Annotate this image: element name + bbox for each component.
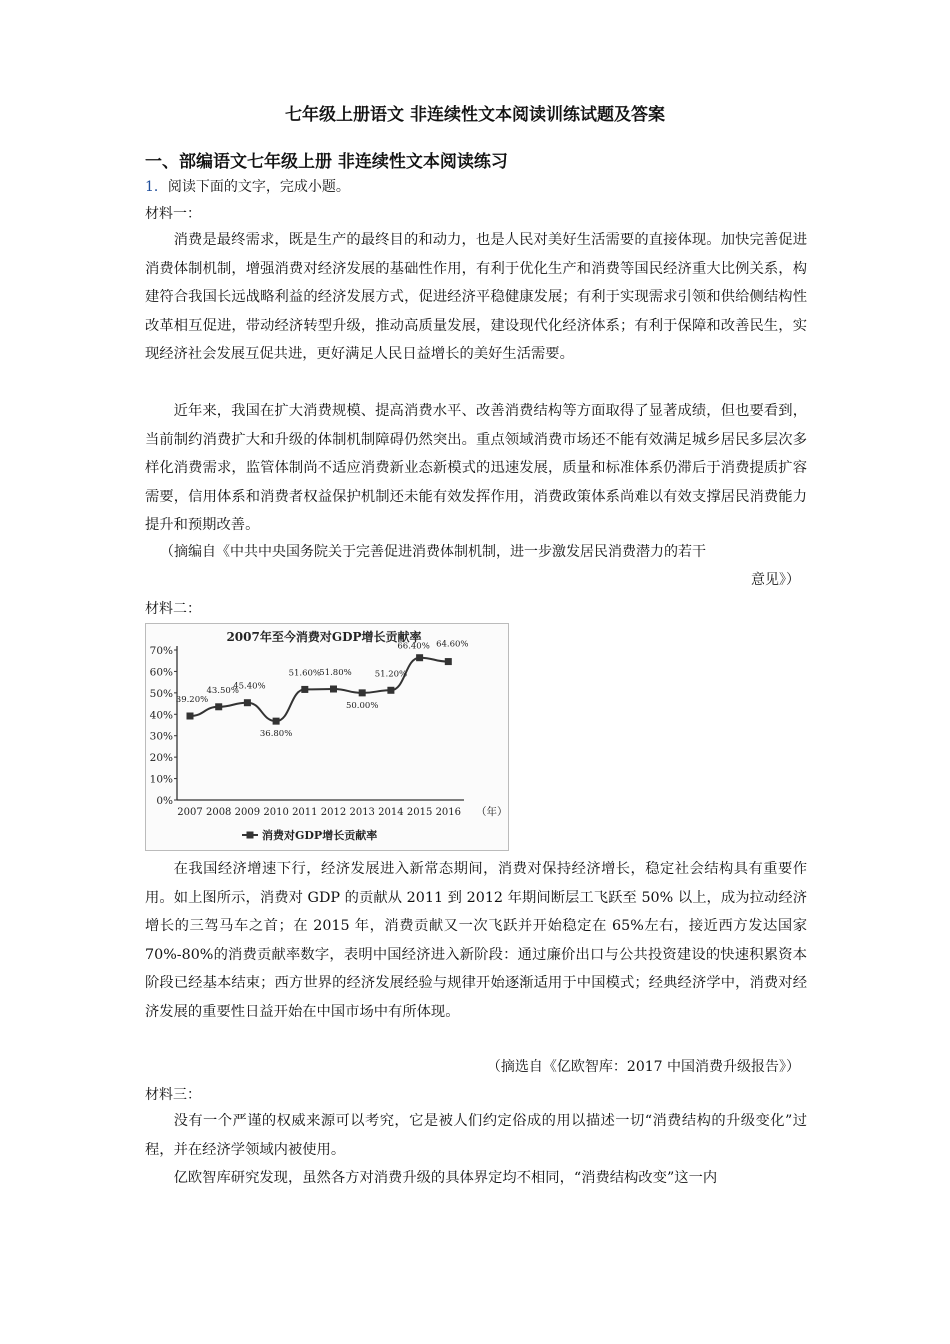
x-tick-label: 2015 [406,807,433,818]
x-tick-label: 2011 [292,807,318,818]
x-tick-label: 2008 [205,807,232,818]
question-number: 1． [145,179,168,195]
data-label: 64.60% [436,639,469,650]
legend-label: 消费对GDP增长贡献率 [262,829,378,842]
y-tick-label: 70% [149,645,173,657]
y-tick-label: 50% [149,687,173,700]
data-label: 39.20% [175,695,209,705]
y-tick-label: 60% [149,666,173,679]
y-tick-label: 20% [149,752,173,765]
y-tick-label: 10% [149,773,173,786]
material3-label: 材料三： [145,1087,201,1103]
y-tick-label: 0% [156,795,173,807]
data-point [387,687,394,694]
data-point [301,686,308,693]
x-tick-label: 2012 [320,807,347,818]
chart-title: 2007年至今消费对GDP增长贡献率 [226,630,422,644]
material2-paragraph-1: 在我国经济增速下行，经济发展进入新常态期间，消费对保持经济增长，稳定社会结构具有重要作用。如上图所示，消费对 GDP 的贡献从 2011 到 2012 年期间断层工飞跃至 50% 以上，成为拉动经济增长的三驾马车之首；在 2015 年，消费贡献又一次飞跃并开始稳定在 65%左右，接近西方发达国家 70%-80%的消费贡献率数字，表明中国经济进入新阶段：通过廉价出口与公共投资建设的快速积累资本阶段已经基本结束；西方世界的经济发展经验与规律开始逐渐适用于中国模式；经典经济学中，消费对经济发展的重要性日益开始在中国市场中有所体现。 [145,861,807,1020]
chart-svg [146,624,508,850]
data-label: 51.20% [374,669,408,680]
x-axis-unit: （年） [476,806,508,818]
material1-source-line1: （摘编自《中共中央国务院关于完善促进消费体制机制，进一步激发居民消费潜力的若干 [160,544,706,560]
x-tick-label: 2010 [263,807,289,818]
data-label: 36.80% [259,729,293,740]
section-heading: 一、部编语文七年级上册 非连续性文本阅读练习 [145,152,508,172]
question-text: 阅读下面的文字，完成小题。 [167,179,350,195]
legend-marker [247,832,254,839]
document-title: 七年级上册语文 非连续性文本阅读训练试题及答案 [285,105,665,125]
material3-paragraph-2: 亿欧智库研究发现，虽然各方对消费升级的具体界定均不相同，“消费结构改变”这一内 [173,1170,718,1186]
data-point [187,713,194,720]
x-tick-label: 2007 [177,807,203,818]
material2-source: （摘选自《亿欧智库：2017 中国消费升级报告》） [486,1059,800,1075]
data-label: 66.40% [397,641,430,652]
material1-paragraph-1: 消费是最终需求，既是生产的最终目的和动力，也是人民对美好生活需要的直接体现。加快完善促进消费体制机制，增强消费对经济发展的基础性作用，有利于优化生产和消费等国民经济重大比例关系，构建符合我国长远战略利益的经济发展方式，促进经济平稳健康发展；有利于实现需求引领和供给侧结构性改革相互促进，带动经济转型升级，推动高质量发展，建设现代化经济体系；有利于保障和改善民生，实现经济社会发展互促共进，更好满足人民日益增长的美好生活需要。 [145,232,807,362]
x-tick-label: 2014 [378,807,404,818]
material1-source-line2: 意见》） [751,572,800,588]
data-point [359,689,366,696]
x-tick-label: 2016 [435,807,462,818]
data-point [445,658,452,665]
data-label: 50.00% [345,700,379,711]
data-point [273,718,280,725]
data-point [244,699,251,706]
question-line [145,176,350,196]
x-tick-label: 2013 [349,807,375,818]
material1-paragraph-2: 近年来，我国在扩大消费规模、提高消费水平、改善消费结构等方面取得了显著成绩，但也要看到，当前制约消费扩大和升级的体制机制障碍仍然突出。重点领域消费市场还不能有效满足城乡居民多层次多样化消费需求，监管体制尚不适应消费新业态新模式的迅速发展，质量和标准体系仍滞后于消费提质扩容需要，信用体系和消费者权益保护机制还未能有效发挥作用，消费政策体系尚难以有效支撑居民消费能力提升和预期改善。 [145,403,807,533]
y-tick-label: 40% [149,709,173,722]
x-tick-label: 2009 [234,807,261,818]
material2-label: 材料二： [145,601,201,617]
material1-label: 材料一： [145,206,201,222]
y-tick-label: 30% [149,730,173,743]
data-point [416,654,423,661]
data-label: 51.60% [288,668,322,679]
data-point [330,686,337,693]
data-label: 51.80% [319,668,352,678]
material3-paragraph-1: 没有一个严谨的权威来源可以考究，它是被人们约定俗成的用以描述一切“消费结构的升级变化”过程，并在经济学领域内被使用。 [145,1113,807,1158]
data-label: 45.40% [233,681,266,692]
data-label: 43.50% [206,685,239,696]
contribution-line-chart [145,623,509,851]
data-point [215,703,222,710]
